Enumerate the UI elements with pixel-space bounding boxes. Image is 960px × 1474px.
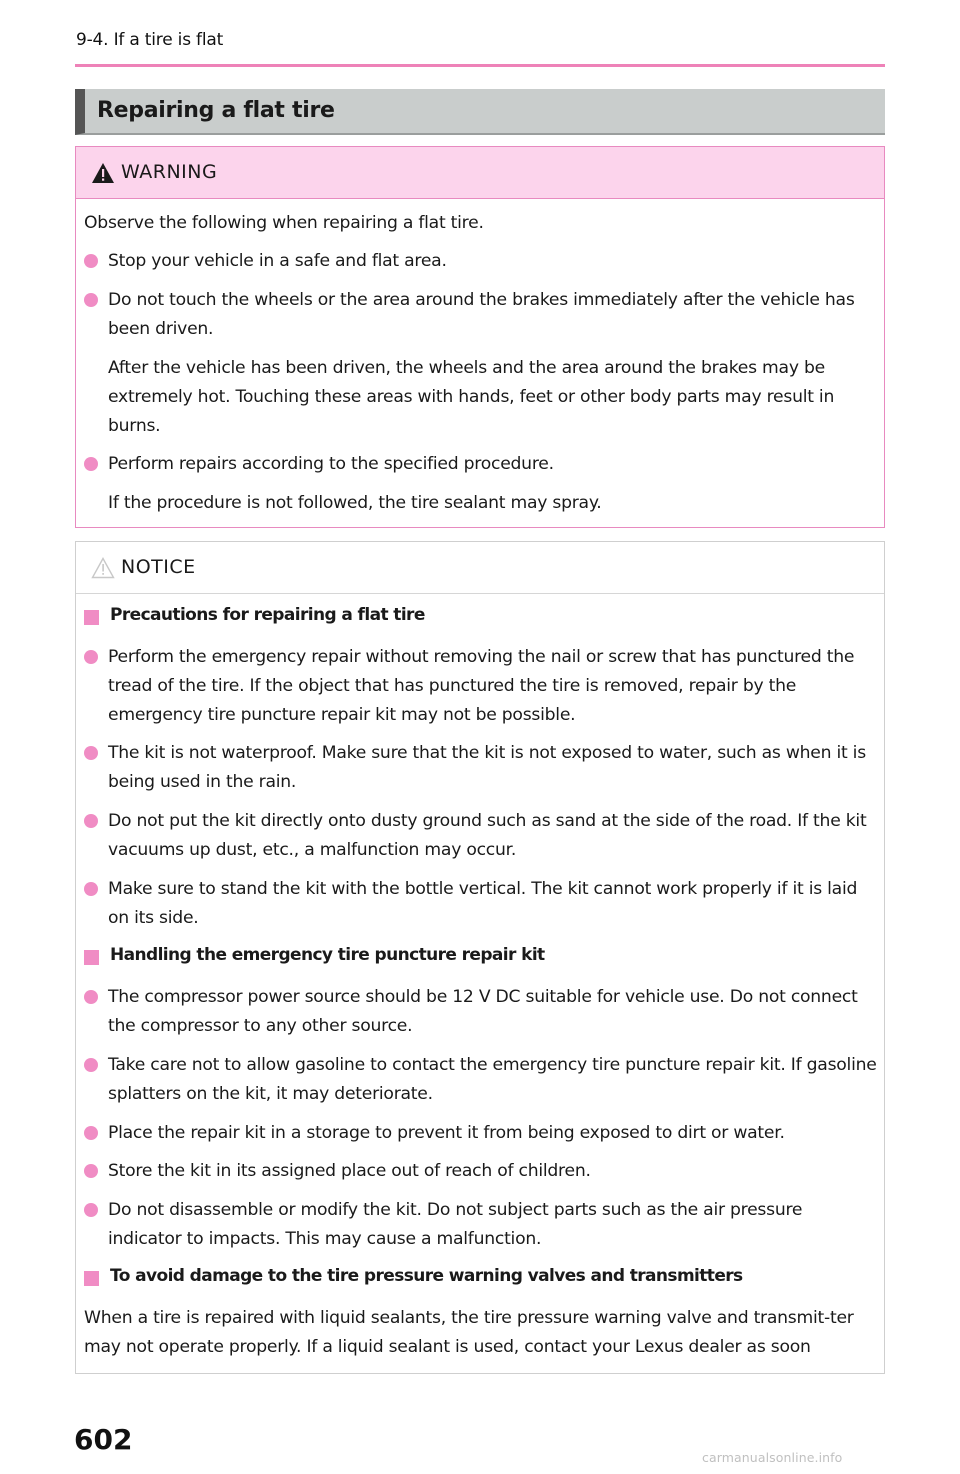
notice-subheading: Precautions for repairing a flat tire [110, 605, 425, 625]
notice-label: NOTICE [121, 556, 196, 578]
warning-intro: Observe the following when repairing a flat tire. [84, 213, 484, 233]
header-divider [75, 64, 885, 67]
square-bullet-icon [84, 610, 99, 625]
watermark: carmanualsonline.info [702, 1450, 843, 1465]
warning-item: Stop your vehicle in a safe and flat area. [108, 251, 447, 271]
section-title: Repairing a flat tire [97, 98, 335, 123]
bullet-icon [84, 650, 98, 664]
notice-item: The kit is not waterproof. Make sure that the kit is not exposed to water, such as when it is being used in the rain. [108, 743, 866, 792]
notice-subheading: Handling the emergency tire puncture repair kit [110, 945, 545, 965]
notice-item: Do not disassemble or modify the kit. Do not subject parts such as the air pressure indicator to impacts. This may cause a malfunction. [108, 1200, 803, 1249]
bullet-icon [84, 1126, 98, 1140]
bullet-icon [84, 254, 98, 268]
square-bullet-icon [84, 1271, 99, 1286]
notice-header [76, 542, 884, 594]
bullet-icon [84, 882, 98, 896]
bullet-icon [84, 746, 98, 760]
bullet-icon [84, 293, 98, 307]
warning-header [76, 147, 884, 199]
bullet-icon [84, 1058, 98, 1072]
section-title-bar [75, 89, 885, 135]
page-number: 602 [74, 1423, 133, 1456]
caution-triangle-icon [91, 557, 115, 579]
breadcrumb: 9-4. If a tire is flat [76, 30, 224, 50]
bullet-icon [84, 814, 98, 828]
warning-item: Perform repairs according to the specified procedure. [108, 454, 554, 474]
warning-item-detail: If the procedure is not followed, the tire sealant may spray. [108, 493, 602, 513]
warning-label: WARNING [121, 161, 218, 183]
notice-paragraph: When a tire is repaired with liquid sealants, the tire pressure warning valve and transmit-ter may not operate properly. If a liquid sealant is used, contact your Lexus dealer as soon [84, 1308, 854, 1357]
notice-item: Take care not to allow gasoline to contact the emergency tire puncture repair kit. If gasoline splatters on the kit, it may deteriorate. [108, 1055, 877, 1104]
warning-triangle-icon [91, 162, 115, 184]
bullet-icon [84, 1164, 98, 1178]
notice-item: The compressor power source should be 12 V DC suitable for vehicle use. Do not connect the compressor to any other source. [108, 987, 858, 1036]
notice-item: Perform the emergency repair without removing the nail or screw that has punctured the tread of the tire. If the object that has punctured the tire is removed, repair by the emergency tire puncture repair kit may not be possible. [108, 647, 855, 725]
bullet-icon [84, 1203, 98, 1217]
notice-item: Make sure to stand the kit with the bottle vertical. The kit cannot work properly if it is laid on its side. [108, 879, 858, 928]
warning-item-detail: After the vehicle has been driven, the wheels and the area around the brakes may be extremely hot. Touching these areas with hands, feet or other body parts may result in burns. [108, 358, 835, 436]
bullet-icon [84, 990, 98, 1004]
square-bullet-icon [84, 950, 99, 965]
notice-item: Do not put the kit directly onto dusty ground such as sand at the side of the road. If the kit vacuums up dust, etc., a malfunction may occur. [108, 811, 867, 860]
notice-item: Store the kit in its assigned place out of reach of children. [108, 1161, 591, 1181]
notice-item: Place the repair kit in a storage to prevent it from being exposed to dirt or water. [108, 1123, 785, 1143]
notice-subheading: To avoid damage to the tire pressure warning valves and transmitters [110, 1266, 743, 1286]
bullet-icon [84, 457, 98, 471]
warning-item: Do not touch the wheels or the area around the brakes immediately after the vehicle has been driven. [108, 290, 855, 339]
